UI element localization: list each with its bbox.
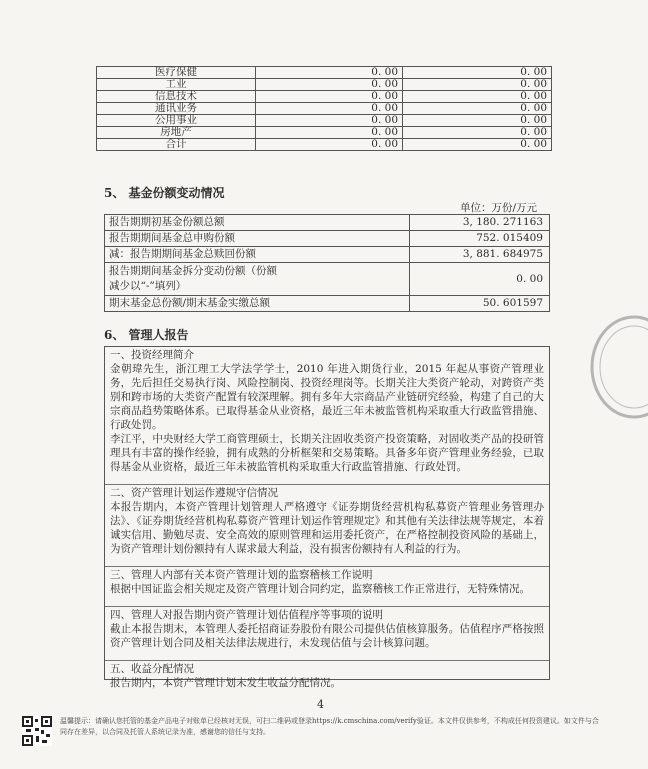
report-block-5 bbox=[105, 661, 549, 693]
market-value: 0. 00 bbox=[256, 79, 403, 91]
row-value: 3, 180. 271163 bbox=[410, 215, 550, 231]
table-row bbox=[97, 67, 552, 79]
industry-name: 房地产 bbox=[97, 127, 256, 139]
market-value: 0. 00 bbox=[256, 91, 403, 103]
net-asset-ratio: 0. 00 bbox=[403, 67, 552, 79]
row-value: 50. 601597 bbox=[410, 296, 550, 312]
report-block-3 bbox=[105, 567, 549, 607]
industry-name: 工业 bbox=[97, 79, 256, 91]
table-row bbox=[97, 79, 552, 91]
seal-stamp-icon bbox=[584, 312, 648, 422]
net-asset-ratio: 0. 00 bbox=[403, 127, 552, 139]
qr-code-icon[interactable] bbox=[22, 716, 52, 746]
row-label-line-2: 减少以“-”填列） bbox=[109, 280, 187, 292]
market-value: 0. 00 bbox=[256, 67, 403, 79]
table-row bbox=[97, 127, 552, 139]
table-row bbox=[105, 231, 550, 247]
row-value: 752. 015409 bbox=[410, 231, 550, 247]
market-value: 0. 00 bbox=[256, 127, 403, 139]
block-heading: 五、收益分配情况 bbox=[110, 663, 194, 675]
industry-name: 医疗保健 bbox=[97, 67, 256, 79]
row-label: 期末基金总份额/期末基金实缴总额 bbox=[105, 296, 410, 312]
table-row bbox=[97, 139, 552, 151]
row-label: 报告期期间基金总申购份额 bbox=[105, 231, 410, 247]
row-value: 3, 881. 684975 bbox=[410, 247, 550, 263]
table-row bbox=[105, 263, 550, 296]
net-asset-ratio: 0. 00 bbox=[403, 115, 552, 127]
report-block-4 bbox=[105, 607, 549, 661]
block-paragraph: 本报告期内，本资产管理计划管理人严格遵守《证券期货经营机构私募资产管理业务管理办法》、《证券期货经营机构私募资产管理计划运作管理规定》和其他有关法律法规等规定，本着诚实信用、勤勉尽责、安全高效的原则管理和运用委托资产，在严格控制投资风险的基础上，为资产管理计划份额持有人谋求最大利益，没有损害份额持有人利益的行为。 bbox=[110, 501, 544, 555]
market-value: 0. 00 bbox=[256, 115, 403, 127]
row-label-line-1: 报告期期间基金拆分变动份额（份额 bbox=[109, 265, 277, 277]
table-row bbox=[97, 91, 552, 103]
block-paragraph: 根据中国证监会相关规定及资产管理计划合同约定，监察稽核工作正常进行，无特殊情况。 bbox=[110, 583, 530, 595]
share-change-table bbox=[104, 214, 550, 312]
block-heading: 一、投资经理简介 bbox=[110, 349, 194, 361]
row-label bbox=[105, 263, 410, 296]
net-asset-ratio: 0. 00 bbox=[403, 91, 552, 103]
row-label: 减：报告期期间基金总赎回份额 bbox=[105, 247, 410, 263]
industry-allocation-table bbox=[96, 66, 552, 151]
block-paragraph: 李江平，中央财经大学工商管理硕士，长期关注固收类资产投资策略，对固收类产品的投研管理具有丰富的操作经验，拥有成熟的分析框架和交易策略。具备多年资产管理业务经验，已取得基金从业资格，最近三年未被监管机构采取重大行政监管措施、行政处罚。 bbox=[110, 433, 544, 473]
market-value: 0. 00 bbox=[256, 139, 403, 151]
table-row bbox=[97, 103, 552, 115]
block-paragraph: 报告期内，本资产管理计划未发生收益分配情况。 bbox=[110, 677, 341, 689]
industry-name: 信息技术 bbox=[97, 91, 256, 103]
table-row bbox=[97, 115, 552, 127]
block-paragraph: 截止本报告期末，本管理人委托招商证券股份有限公司提供估值核算服务。估值程序严格按照资产管理计划合同及相关法律法规进行，未发现估值与会计核算问题。 bbox=[110, 623, 544, 649]
footer-note: 温馨提示：请确认您托管的基金产品电子对账单已经核对无误，可扫二维码或登录https://k.cmschina.com/verify验证。本文件仅供参考，不构成任何投资建议。如文件与合同存在差异，以合同及托管人系统记录为准，感谢您的信任与支持。 bbox=[60, 717, 599, 736]
net-asset-ratio: 0. 00 bbox=[403, 103, 552, 115]
report-block-1 bbox=[105, 347, 549, 485]
block-paragraph: 金朝瑋先生，浙江理工大学法学学士，2010 年进入期货行业，2015 年起从事资产管理业务，先后担任交易执行岗、风险控制岗、投资经理岗等。长期关注大类资产轮动，对跨资产类别和跨市场的大类资产配置有较深理解。拥有多年大宗商品产业链研究经验，构建了自己的大宗商品趋势策略体系。已取得基金从业资格，最近三年未被监管机构采取重大行政监管措施、行政处罚。 bbox=[110, 363, 544, 431]
block-heading: 三、管理人内部有关本资产管理计划的监察稽核工作说明 bbox=[110, 569, 373, 581]
manager-report-box bbox=[104, 346, 550, 689]
industry-name: 通讯业务 bbox=[97, 103, 256, 115]
block-heading: 四、管理人对报告期内资产管理计划估值程序等事项的说明 bbox=[110, 609, 383, 621]
table-row bbox=[105, 296, 550, 312]
table-row bbox=[105, 215, 550, 231]
unit-label: 单位：万份/万元 bbox=[460, 202, 538, 214]
section-6-title: 6、 管理人报告 bbox=[104, 328, 189, 342]
net-asset-ratio: 0. 00 bbox=[403, 139, 552, 151]
page-number: 4 bbox=[317, 698, 324, 711]
market-value: 0. 00 bbox=[256, 103, 403, 115]
block-heading: 二、资产管理计划运作遵规守信情况 bbox=[110, 487, 278, 499]
net-asset-ratio: 0. 00 bbox=[403, 79, 552, 91]
table-row bbox=[105, 247, 550, 263]
industry-name: 公用事业 bbox=[97, 115, 256, 127]
row-value: 0. 00 bbox=[410, 263, 550, 296]
report-block-2 bbox=[105, 485, 549, 567]
section-5-title: 5、 基金份额变动情况 bbox=[104, 186, 225, 200]
industry-name: 合计 bbox=[97, 139, 256, 151]
row-label: 报告期期初基金份额总额 bbox=[105, 215, 410, 231]
